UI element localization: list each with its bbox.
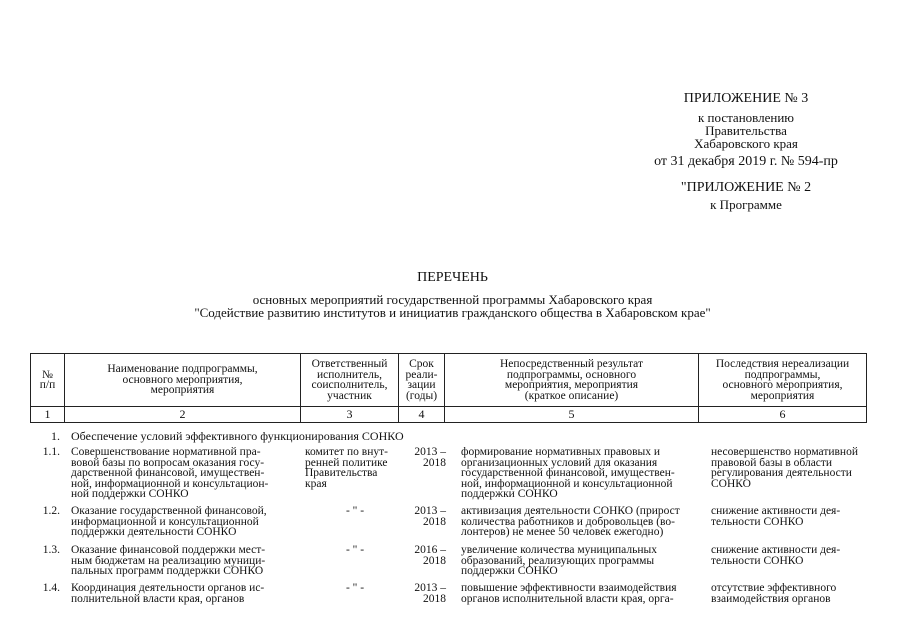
col-number-3: 3: [301, 407, 399, 423]
measures-table-header: [30, 353, 867, 423]
col-number-2: 2: [65, 407, 301, 423]
row-term: 2013 – 2018: [414, 446, 446, 469]
document-subtitle-1: основных мероприятий государственной программы Хабаровского края: [252, 292, 653, 307]
row-result: формирование нормативных правовых и организационных условий для оказания государственной финансовой, имуществен- ной, информационной и консультационной поддержки СОНКО: [461, 446, 675, 500]
col-number-6: 6: [699, 407, 867, 423]
header-consequence: Последствия нереализации подпрограммы, основного мероприятия, мероприятия: [699, 354, 867, 407]
row-num: 1.2.: [42, 505, 60, 517]
appendix-title-2: "ПРИЛОЖЕНИЕ № 2: [680, 180, 812, 195]
col-number-1: 1: [31, 407, 65, 423]
header-num: № п/п: [31, 354, 65, 407]
row-consequence: несовершенство нормативной правовой базы в области регулирования деятельности СОНКО: [711, 446, 858, 490]
header-result: Непосредственный результат подпрограммы, основного мероприятия, мероприятия (краткое описание): [445, 354, 699, 407]
row-term: 2016 – 2018: [414, 544, 446, 567]
row-num: 1.1.: [42, 446, 60, 458]
row-name: Координация деятельности органов ис- полнительной власти края, органов: [71, 582, 265, 605]
row-executor: - " -: [345, 582, 365, 594]
appendix-line-1: к постановлению: [697, 110, 795, 125]
row-result: повышение эффективности взаимодействия органов исполнительной власти края, орга-: [461, 582, 677, 605]
col-number-4: 4: [399, 407, 445, 423]
row-name: Совершенствование нормативной пра- вовой базы по вопросам оказания госу- дарственной финансовой, имуществен- ной, информационной и консультацион- ной поддержки СОНКО: [71, 446, 269, 500]
row-term: 2013 – 2018: [414, 582, 446, 605]
row-consequence: снижение активности дея- тельности СОНКО: [711, 505, 841, 528]
appendix-line-5: к Программе: [710, 197, 782, 212]
header-executor: Ответственный исполнитель, соисполнитель, участник: [301, 354, 399, 407]
row-result: увеличение количества муниципальных образований, реализующих программы поддержки СОНКО: [461, 544, 657, 577]
row-name: Оказание финансовой поддержки мест- ным бюджетам на реализацию муници- пальных программ поддержки СОНКО: [71, 544, 266, 577]
section-num: 1.: [51, 429, 60, 443]
appendix-line-3: Хабаровского края: [694, 136, 798, 151]
row-consequence: снижение активности дея- тельности СОНКО: [711, 544, 841, 567]
section-name: Обеспечение условий эффективного функционирования СОНКО: [71, 429, 404, 443]
appendix-line-2: Правительства: [705, 123, 787, 138]
row-num: 1.3.: [42, 544, 60, 556]
header-name: Наименование подпрограммы, основного мероприятия, мероприятия: [65, 354, 301, 407]
row-name: Оказание государственной финансовой, информационной и консультационной поддержки деятельности СОНКО: [71, 505, 267, 538]
row-consequence: отсутствие эффективного взаимодействия органов: [711, 582, 837, 605]
row-executor: - " -: [345, 544, 365, 556]
row-executor: комитет по внут- ренней политике Правительства края: [305, 446, 388, 490]
header-term: Срок реали- зации (годы): [399, 354, 445, 407]
appendix-date-line: от 31 декабря 2019 г. № 594-пр: [654, 154, 838, 169]
row-num: 1.4.: [42, 582, 60, 594]
document-subtitle-2: "Содействие развитию институтов и инициатив гражданского общества в Хабаровском крае": [194, 305, 711, 320]
document-title: ПЕРЕЧЕНЬ: [417, 270, 488, 285]
row-term: 2013 – 2018: [414, 505, 446, 528]
appendix-title: ПРИЛОЖЕНИЕ № 3: [683, 91, 809, 106]
col-number-5: 5: [445, 407, 699, 423]
row-result: активизация деятельности СОНКО (прирост количества работников и добровольцев (во- лонтеров) не менее 50 человек ежегодно): [461, 505, 680, 538]
row-executor: - " -: [345, 505, 365, 517]
